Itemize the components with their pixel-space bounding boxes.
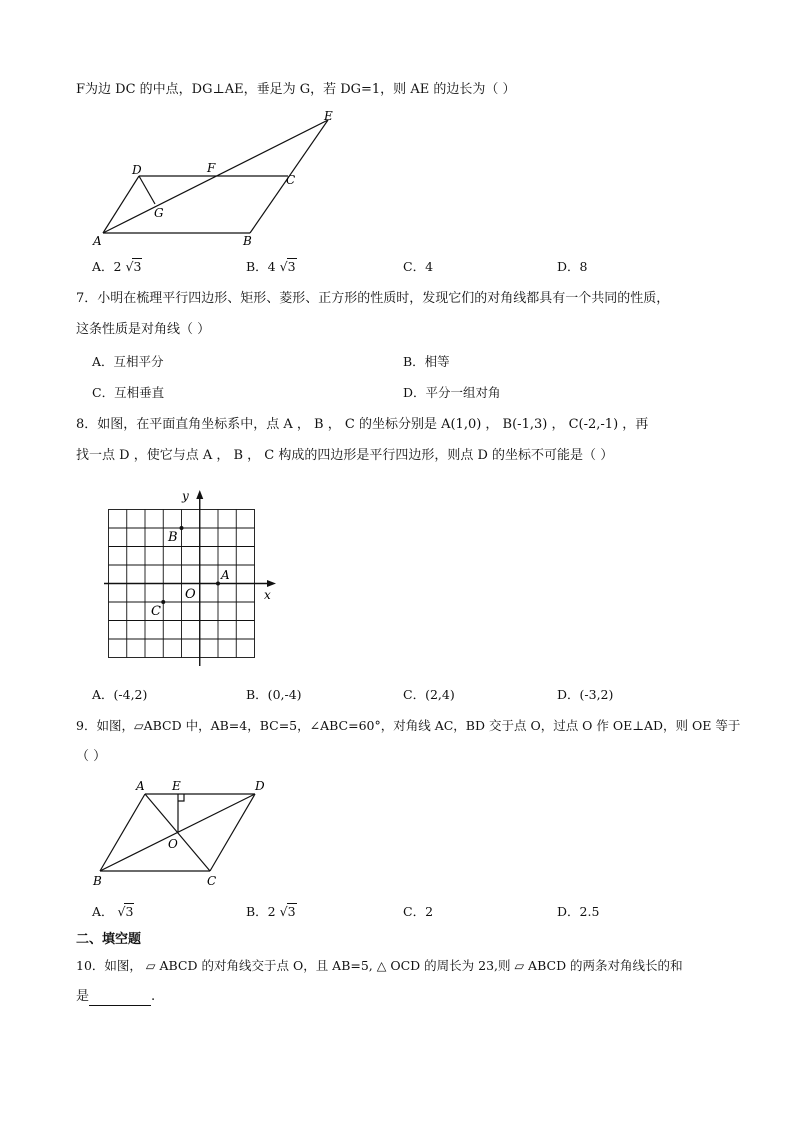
q7-option-b: B．相等 — [403, 354, 450, 369]
q7-option-c: C．互相垂直 — [92, 385, 165, 400]
point-a-dot — [216, 582, 220, 586]
q8-option-b: B．(0,-4) — [246, 687, 302, 702]
q6-option-d: D．8 — [557, 259, 588, 274]
q6-label-b: B — [243, 234, 252, 248]
q9-stem-line2: （ ） — [76, 749, 107, 764]
q6-label-f: F — [207, 161, 216, 175]
q6-option-b: B．4 √3 — [246, 259, 296, 274]
q10-stem-line2: 是 . — [76, 989, 156, 1004]
q8-option-a: A．(-4,2) — [92, 687, 148, 702]
x-axis-label: x — [264, 588, 271, 602]
q9-figure — [88, 776, 278, 890]
q9-option-c: C．2 — [403, 904, 434, 919]
q6-label-c: C — [286, 173, 296, 187]
y-axis-label: y — [182, 489, 189, 503]
point-c-dot — [161, 600, 165, 604]
q6-option-a: A．2 √3 — [92, 259, 142, 274]
q10-stem-line1: 10．如图， ▱ ABCD 的对角线交于点 O，且 AB=5, △ OCD 的周长为 23,则 ▱ ABCD 的两条对角线长的和 — [76, 958, 683, 973]
q9-stem-line1: 9．如图，▱ABCD 中，AB=4，BC=5，∠ABC=60°，对角线 AC，BD 交于点 O，过点 O 作 OE⊥AD，则 OE 等于 — [76, 718, 741, 733]
point-b-label: B — [168, 530, 178, 545]
q7-option-d: D．平分一组对角 — [403, 385, 501, 400]
q8-option-d: D．(-3,2) — [557, 687, 614, 702]
q6-figure — [88, 108, 348, 250]
q7-stem-line2: 这条性质是对角线（ ） — [76, 322, 211, 337]
q9-label-o: O — [168, 837, 178, 851]
point-c-label: C — [151, 604, 161, 619]
q7-option-a: A．互相平分 — [92, 354, 164, 369]
q8-stem-line2: 找一点 D ，使它与点 A ， B ， C 构成的四边形是平行四边形，则点 D 的坐标不可能是（ ） — [76, 448, 614, 463]
point-b-dot — [180, 526, 184, 530]
origin-label: O — [185, 587, 196, 602]
section-heading: 二、填空题 — [76, 932, 142, 947]
q6-option-c: C．4 — [403, 259, 434, 274]
q6-label-a: A — [93, 234, 102, 248]
q7-stem-line1: 7．小明在梳理平行四边形、矩形、菱形、正方形的性质时，发现它们的对角线都具有一个共同的性质， — [76, 291, 670, 306]
q9-label-d: D — [255, 779, 265, 793]
sqrt-symbol: √3 — [117, 904, 134, 919]
sqrt-symbol: √3 — [279, 904, 296, 919]
sqrt-symbol: √3 — [125, 259, 142, 274]
sqrt-symbol: √3 — [279, 259, 296, 274]
q9-label-b: B — [93, 874, 102, 888]
q8-option-c: C．(2,4) — [403, 687, 455, 702]
point-a-label: A — [221, 568, 230, 582]
q9-label-a: A — [136, 779, 145, 793]
q9-label-e: E — [172, 779, 181, 793]
q9-option-a: A． √3 — [92, 904, 134, 919]
q9-label-c: C — [207, 874, 217, 888]
q8-stem-line1: 8．如图，在平面直角坐标系中，点 A ， B ， C 的坐标分别是 A(1,0) ， B(-1,3) ， C(-2,-1) ，再 — [76, 417, 649, 432]
q6-label-g: G — [154, 206, 164, 220]
q6-label-d: D — [132, 163, 142, 177]
q8-coordinate-grid — [100, 488, 280, 670]
answer-blank[interactable] — [89, 991, 151, 1006]
q9-option-b: B．2 √3 — [246, 904, 296, 919]
q6-stem: F为边 DC 的中点，DG⊥AE，垂足为 G，若 DG=1，则 AE 的边长为（ ） — [76, 82, 516, 97]
q9-option-d: D．2.5 — [557, 904, 600, 919]
q6-label-e: E — [324, 109, 333, 123]
